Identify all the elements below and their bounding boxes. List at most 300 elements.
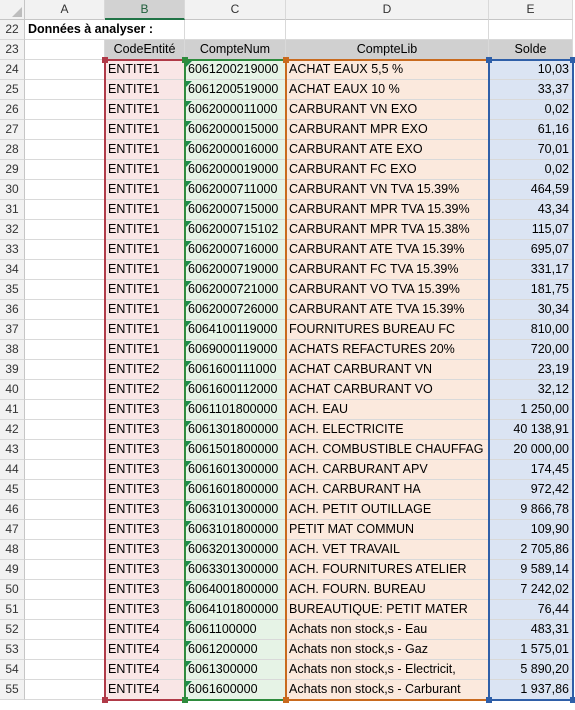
- row-header-text: 26: [5, 102, 19, 116]
- number-as-text-warning-icon: [186, 221, 192, 227]
- number-as-text-warning-icon: [186, 381, 192, 387]
- compte-lib-cell[interactable]: [286, 280, 489, 300]
- compte-num-cell-text: 6062000715102: [188, 222, 279, 236]
- compte-num-cell[interactable]: [185, 620, 286, 640]
- cell[interactable]: [25, 660, 105, 680]
- compte-lib-cell-text: Achats non stock,s - Gaz: [289, 642, 428, 656]
- solde-cell[interactable]: [489, 660, 573, 680]
- compte-num-cell[interactable]: [185, 360, 286, 380]
- table-row: [0, 140, 575, 160]
- compte-num-cell[interactable]: [185, 160, 286, 180]
- compte-num-cell[interactable]: [185, 260, 286, 280]
- compte-lib-cell[interactable]: [286, 60, 489, 80]
- compte-lib-cell[interactable]: [286, 180, 489, 200]
- cell[interactable]: [286, 20, 489, 40]
- compte-lib-cell[interactable]: [286, 140, 489, 160]
- row-header[interactable]: [0, 120, 25, 140]
- solde-cell[interactable]: [489, 280, 573, 300]
- number-as-text-warning-icon: [186, 461, 192, 467]
- compte-lib-cell[interactable]: [286, 240, 489, 260]
- compte-num-cell[interactable]: [185, 480, 286, 500]
- table-row: [0, 200, 575, 220]
- row-header-text: 37: [5, 322, 19, 336]
- solde-cell[interactable]: [489, 240, 573, 260]
- compte-lib-cell[interactable]: [286, 320, 489, 340]
- row-header[interactable]: [0, 100, 25, 120]
- cell[interactable]: [25, 60, 105, 80]
- solde-cell[interactable]: [489, 220, 573, 240]
- compte-num-cell-text: 6062000721000: [188, 282, 279, 296]
- table-row: [0, 300, 575, 320]
- solde-cell-text: 61,16: [537, 122, 569, 136]
- solde-cell-text: 10,03: [537, 62, 569, 76]
- column-header-row: [0, 0, 575, 20]
- code-entite-cell-text: ENTITE3: [108, 482, 160, 496]
- code-entite-cell[interactable]: [105, 260, 185, 280]
- compte-lib-cell[interactable]: [286, 600, 489, 620]
- header-code-entite[interactable]: CodeEntité: [105, 40, 185, 60]
- cell[interactable]: [25, 320, 105, 340]
- row-header[interactable]: [0, 640, 25, 660]
- compte-lib-cell[interactable]: [286, 500, 489, 520]
- solde-cell-text: 115,07: [531, 222, 569, 236]
- compte-lib-cell[interactable]: [286, 520, 489, 540]
- code-entite-cell[interactable]: [105, 120, 185, 140]
- compte-lib-cell-text: CARBURANT MPR EXO: [289, 122, 428, 136]
- solde-cell[interactable]: [489, 360, 573, 380]
- code-entite-cell-text: ENTITE3: [108, 402, 160, 416]
- compte-num-cell[interactable]: [185, 100, 286, 120]
- number-as-text-warning-icon: [186, 621, 192, 627]
- compte-num-cell[interactable]: [185, 500, 286, 520]
- compte-lib-cell[interactable]: [286, 100, 489, 120]
- solde-cell[interactable]: [489, 600, 573, 620]
- solde-cell[interactable]: [489, 320, 573, 340]
- cell[interactable]: [25, 420, 105, 440]
- compte-num-cell[interactable]: [185, 640, 286, 660]
- compte-num-cell[interactable]: [185, 300, 286, 320]
- solde-cell-text: 331,17: [530, 262, 569, 276]
- cell[interactable]: [25, 400, 105, 420]
- compte-num-cell[interactable]: [185, 400, 286, 420]
- column-header-d[interactable]: D: [286, 0, 489, 20]
- cell[interactable]: [25, 620, 105, 640]
- row-header-text: 24: [5, 62, 19, 76]
- number-as-text-warning-icon: [186, 481, 192, 487]
- compte-num-cell[interactable]: [185, 340, 286, 360]
- code-entite-cell[interactable]: [105, 340, 185, 360]
- solde-cell-text: 9 589,14: [520, 562, 569, 576]
- number-as-text-warning-icon: [186, 61, 192, 67]
- code-entite-cell-text: ENTITE1: [108, 322, 160, 336]
- solde-cell[interactable]: [489, 440, 573, 460]
- section-title-cell[interactable]: Données à analyser :: [25, 20, 105, 40]
- cell[interactable]: [25, 160, 105, 180]
- table-row: [0, 220, 575, 240]
- solde-cell[interactable]: [489, 680, 573, 700]
- solde-cell[interactable]: [489, 460, 573, 480]
- code-entite-cell-text: ENTITE3: [108, 462, 160, 476]
- code-entite-cell[interactable]: [105, 600, 185, 620]
- compte-num-cell[interactable]: [185, 380, 286, 400]
- cell[interactable]: [25, 500, 105, 520]
- column-header-a[interactable]: A: [25, 0, 105, 20]
- cell[interactable]: [25, 140, 105, 160]
- solde-cell[interactable]: [489, 640, 573, 660]
- row-header[interactable]: 23: [0, 40, 25, 60]
- number-as-text-warning-icon: [186, 321, 192, 327]
- code-entite-cell[interactable]: [105, 460, 185, 480]
- cell[interactable]: [25, 600, 105, 620]
- code-entite-cell[interactable]: [105, 540, 185, 560]
- row-header-text: 27: [5, 122, 19, 136]
- cell[interactable]: [25, 640, 105, 660]
- code-entite-cell-text: ENTITE2: [108, 382, 160, 396]
- cell[interactable]: [185, 20, 286, 40]
- compte-num-cell[interactable]: [185, 320, 286, 340]
- compte-lib-cell[interactable]: [286, 360, 489, 380]
- number-as-text-warning-icon: [186, 341, 192, 347]
- row-header[interactable]: [0, 520, 25, 540]
- row-header[interactable]: [0, 660, 25, 680]
- code-entite-cell-text: ENTITE3: [108, 522, 160, 536]
- compte-num-cell[interactable]: [185, 280, 286, 300]
- code-entite-cell[interactable]: [105, 80, 185, 100]
- solde-cell[interactable]: [489, 400, 573, 420]
- compte-lib-cell[interactable]: [286, 660, 489, 680]
- row-header-text: 55: [5, 682, 19, 696]
- compte-lib-cell[interactable]: [286, 200, 489, 220]
- code-entite-cell[interactable]: [105, 240, 185, 260]
- row-header-text: 30: [5, 182, 19, 196]
- cell[interactable]: [25, 220, 105, 240]
- number-as-text-warning-icon: [186, 661, 192, 667]
- compte-lib-cell[interactable]: [286, 480, 489, 500]
- code-entite-cell[interactable]: [105, 640, 185, 660]
- table-row: [0, 500, 575, 520]
- number-as-text-warning-icon: [186, 201, 192, 207]
- compte-lib-cell-text: ACH. COMBUSTIBLE CHAUFFAG: [289, 442, 484, 456]
- code-entite-cell-text: ENTITE1: [108, 302, 160, 316]
- solde-cell-text: 174,45: [530, 462, 569, 476]
- code-entite-cell[interactable]: [105, 160, 185, 180]
- solde-cell[interactable]: [489, 620, 573, 640]
- row-header[interactable]: [0, 580, 25, 600]
- row-header[interactable]: [0, 360, 25, 380]
- row-header[interactable]: [0, 440, 25, 460]
- solde-cell[interactable]: [489, 120, 573, 140]
- compte-num-cell-text: 6064101800000: [188, 602, 279, 616]
- row-header[interactable]: [0, 600, 25, 620]
- code-entite-cell[interactable]: [105, 380, 185, 400]
- cell[interactable]: [25, 440, 105, 460]
- row-header[interactable]: 22: [0, 20, 25, 40]
- header-compte-lib[interactable]: CompteLib: [286, 40, 489, 60]
- row-header[interactable]: [0, 260, 25, 280]
- solde-cell[interactable]: [489, 60, 573, 80]
- solde-cell-text: 972,42: [530, 482, 569, 496]
- table-row: [0, 400, 575, 420]
- code-entite-cell[interactable]: [105, 520, 185, 540]
- header-solde[interactable]: Solde: [489, 40, 573, 60]
- code-entite-cell[interactable]: [105, 180, 185, 200]
- compte-num-cell-text: 6069000119000: [188, 342, 278, 356]
- compte-num-cell[interactable]: [185, 120, 286, 140]
- code-entite-cell[interactable]: [105, 480, 185, 500]
- code-entite-cell[interactable]: [105, 320, 185, 340]
- row-header-text: 50: [5, 582, 19, 596]
- compte-lib-cell-text: ACHAT CARBURANT VO: [289, 382, 433, 396]
- row-header[interactable]: [0, 240, 25, 260]
- solde-cell[interactable]: [489, 180, 573, 200]
- row-header[interactable]: [0, 500, 25, 520]
- code-entite-cell[interactable]: [105, 280, 185, 300]
- compte-num-cell-text: 6061601800000: [188, 482, 279, 496]
- code-entite-cell[interactable]: [105, 60, 185, 80]
- cell[interactable]: [25, 260, 105, 280]
- compte-num-cell[interactable]: [185, 660, 286, 680]
- compte-lib-cell[interactable]: [286, 260, 489, 280]
- row-header[interactable]: [0, 280, 25, 300]
- table-row: [0, 180, 575, 200]
- table-row: [0, 580, 575, 600]
- compte-num-cell[interactable]: [185, 420, 286, 440]
- compte-lib-cell-text: PETIT MAT COMMUN: [289, 522, 414, 536]
- cell[interactable]: [25, 560, 105, 580]
- code-entite-cell[interactable]: [105, 560, 185, 580]
- solde-cell-text: 1 250,00: [520, 402, 569, 416]
- compte-num-cell[interactable]: [185, 60, 286, 80]
- code-entite-cell[interactable]: [105, 300, 185, 320]
- solde-cell[interactable]: [489, 260, 573, 280]
- number-as-text-warning-icon: [186, 561, 192, 567]
- table-row: [0, 360, 575, 380]
- cell[interactable]: [25, 480, 105, 500]
- cell[interactable]: [25, 40, 105, 60]
- number-as-text-warning-icon: [186, 541, 192, 547]
- solde-cell[interactable]: [489, 560, 573, 580]
- cell[interactable]: [25, 540, 105, 560]
- code-entite-cell[interactable]: [105, 420, 185, 440]
- compte-lib-cell[interactable]: [286, 120, 489, 140]
- cell[interactable]: [25, 360, 105, 380]
- row-header[interactable]: [0, 220, 25, 240]
- row-header-text: 51: [5, 602, 19, 616]
- compte-lib-cell[interactable]: [286, 400, 489, 420]
- cell[interactable]: [25, 280, 105, 300]
- compte-lib-cell[interactable]: [286, 80, 489, 100]
- compte-lib-cell[interactable]: [286, 220, 489, 240]
- solde-cell[interactable]: [489, 80, 573, 100]
- cell[interactable]: [25, 120, 105, 140]
- row-header-text: 53: [5, 642, 19, 656]
- row-header[interactable]: [0, 180, 25, 200]
- row-header[interactable]: [0, 380, 25, 400]
- code-entite-cell[interactable]: [105, 660, 185, 680]
- compte-lib-cell[interactable]: [286, 580, 489, 600]
- compte-lib-cell[interactable]: [286, 300, 489, 320]
- row-header[interactable]: [0, 680, 25, 700]
- compte-num-cell[interactable]: [185, 240, 286, 260]
- code-entite-cell[interactable]: [105, 620, 185, 640]
- table-row: [0, 520, 575, 540]
- select-all-button[interactable]: [0, 0, 25, 20]
- compte-lib-cell-text: ACH. EAU: [289, 402, 349, 416]
- cell[interactable]: [25, 240, 105, 260]
- compte-lib-cell[interactable]: [286, 460, 489, 480]
- column-header-c[interactable]: C: [185, 0, 286, 20]
- compte-num-cell[interactable]: [185, 180, 286, 200]
- code-entite-cell[interactable]: [105, 220, 185, 240]
- solde-cell[interactable]: [489, 420, 573, 440]
- row-header[interactable]: [0, 320, 25, 340]
- number-as-text-warning-icon: [186, 301, 192, 307]
- compte-num-cell[interactable]: [185, 200, 286, 220]
- compte-num-cell[interactable]: [185, 600, 286, 620]
- code-entite-cell-text: ENTITE1: [108, 202, 160, 216]
- code-entite-cell[interactable]: [105, 580, 185, 600]
- cell[interactable]: [25, 580, 105, 600]
- compte-num-cell-text: 6063101800000: [188, 522, 279, 536]
- compte-lib-cell[interactable]: [286, 540, 489, 560]
- compte-num-cell[interactable]: [185, 80, 286, 100]
- table-row: [0, 620, 575, 640]
- row-header[interactable]: [0, 420, 25, 440]
- cell[interactable]: [25, 80, 105, 100]
- solde-cell[interactable]: [489, 200, 573, 220]
- number-as-text-warning-icon: [186, 521, 192, 527]
- solde-cell[interactable]: [489, 160, 573, 180]
- solde-cell-text: 43,34: [537, 202, 569, 216]
- column-header-e[interactable]: E: [489, 0, 573, 20]
- row-header[interactable]: [0, 200, 25, 220]
- code-entite-cell-text: ENTITE1: [108, 162, 160, 176]
- row-header-text: 34: [5, 262, 19, 276]
- code-entite-cell-text: ENTITE3: [108, 502, 160, 516]
- compte-lib-cell[interactable]: [286, 420, 489, 440]
- solde-cell[interactable]: [489, 480, 573, 500]
- row-header[interactable]: [0, 400, 25, 420]
- cell[interactable]: [105, 20, 185, 40]
- row-header[interactable]: [0, 340, 25, 360]
- compte-num-cell[interactable]: [185, 460, 286, 480]
- solde-cell-text: 33,37: [537, 82, 569, 96]
- compte-num-cell-text: 6061600000: [188, 682, 258, 696]
- compte-lib-cell[interactable]: [286, 440, 489, 460]
- code-entite-cell[interactable]: [105, 200, 185, 220]
- code-entite-cell-text: ENTITE4: [108, 622, 160, 636]
- compte-num-cell-text: 6061301800000: [188, 422, 279, 436]
- compte-num-cell[interactable]: [185, 580, 286, 600]
- compte-lib-cell[interactable]: [286, 620, 489, 640]
- solde-cell-text: 720,00: [530, 342, 569, 356]
- cell[interactable]: [25, 680, 105, 700]
- compte-lib-cell[interactable]: [286, 340, 489, 360]
- code-entite-cell[interactable]: [105, 100, 185, 120]
- compte-lib-cell[interactable]: [286, 640, 489, 660]
- solde-cell[interactable]: [489, 300, 573, 320]
- number-as-text-warning-icon: [186, 81, 192, 87]
- compte-num-cell[interactable]: [185, 140, 286, 160]
- code-entite-cell-text: ENTITE3: [108, 562, 160, 576]
- cell[interactable]: [25, 460, 105, 480]
- solde-cell[interactable]: [489, 340, 573, 360]
- compte-lib-cell[interactable]: [286, 560, 489, 580]
- row-header[interactable]: [0, 60, 25, 80]
- number-as-text-warning-icon: [186, 641, 192, 647]
- compte-lib-cell-text: ACH. PETIT OUTILLAGE: [289, 502, 432, 516]
- code-entite-cell[interactable]: [105, 140, 185, 160]
- solde-cell[interactable]: [489, 500, 573, 520]
- compte-lib-cell[interactable]: [286, 380, 489, 400]
- code-entite-cell[interactable]: [105, 400, 185, 420]
- solde-cell-text: 181,75: [530, 282, 569, 296]
- number-as-text-warning-icon: [186, 101, 192, 107]
- compte-num-cell[interactable]: [185, 540, 286, 560]
- row-header[interactable]: [0, 540, 25, 560]
- cell[interactable]: [25, 300, 105, 320]
- compte-num-cell-text: 6062000015000: [188, 122, 279, 136]
- row-header-text: 49: [5, 562, 19, 576]
- row-header[interactable]: [0, 460, 25, 480]
- cell[interactable]: [25, 520, 105, 540]
- solde-cell[interactable]: [489, 520, 573, 540]
- header-compte-num[interactable]: CompteNum: [185, 40, 286, 60]
- row-header[interactable]: [0, 480, 25, 500]
- row-header[interactable]: [0, 140, 25, 160]
- compte-num-cell[interactable]: [185, 560, 286, 580]
- cell[interactable]: [489, 20, 573, 40]
- compte-num-cell[interactable]: [185, 220, 286, 240]
- row-header-text: 28: [5, 142, 19, 156]
- solde-cell-text: 20 000,00: [513, 442, 569, 456]
- row-header[interactable]: [0, 160, 25, 180]
- solde-cell[interactable]: [489, 580, 573, 600]
- row-header[interactable]: [0, 620, 25, 640]
- code-entite-cell[interactable]: [105, 500, 185, 520]
- compte-lib-cell[interactable]: [286, 680, 489, 700]
- compte-lib-cell-text: ACHAT CARBURANT VN: [289, 362, 433, 376]
- code-entite-cell[interactable]: [105, 440, 185, 460]
- compte-num-cell[interactable]: [185, 520, 286, 540]
- cell[interactable]: [25, 380, 105, 400]
- solde-cell-text: 5 890,20: [520, 662, 569, 676]
- cell[interactable]: [25, 100, 105, 120]
- code-entite-cell[interactable]: [105, 680, 185, 700]
- compte-num-cell-text: 6063201300000: [188, 542, 279, 556]
- solde-cell[interactable]: [489, 380, 573, 400]
- cell[interactable]: [25, 200, 105, 220]
- compte-num-cell[interactable]: [185, 440, 286, 460]
- solde-cell[interactable]: [489, 140, 573, 160]
- row-header[interactable]: [0, 560, 25, 580]
- compte-lib-cell[interactable]: [286, 160, 489, 180]
- row-header-text: 46: [5, 502, 19, 516]
- compte-num-cell-text: 6061501800000: [188, 442, 279, 456]
- compte-lib-cell-text: CARBURANT VO TVA 15.39%: [289, 282, 460, 296]
- row-header[interactable]: [0, 80, 25, 100]
- number-as-text-warning-icon: [186, 121, 192, 127]
- solde-cell[interactable]: [489, 100, 573, 120]
- column-header-b[interactable]: B: [105, 0, 185, 20]
- cell[interactable]: [25, 180, 105, 200]
- compte-num-cell[interactable]: [185, 680, 286, 700]
- solde-cell[interactable]: [489, 540, 573, 560]
- code-entite-cell[interactable]: [105, 360, 185, 380]
- cell[interactable]: [25, 340, 105, 360]
- compte-num-cell-text: 6061100000: [188, 622, 257, 636]
- row-header[interactable]: [0, 300, 25, 320]
